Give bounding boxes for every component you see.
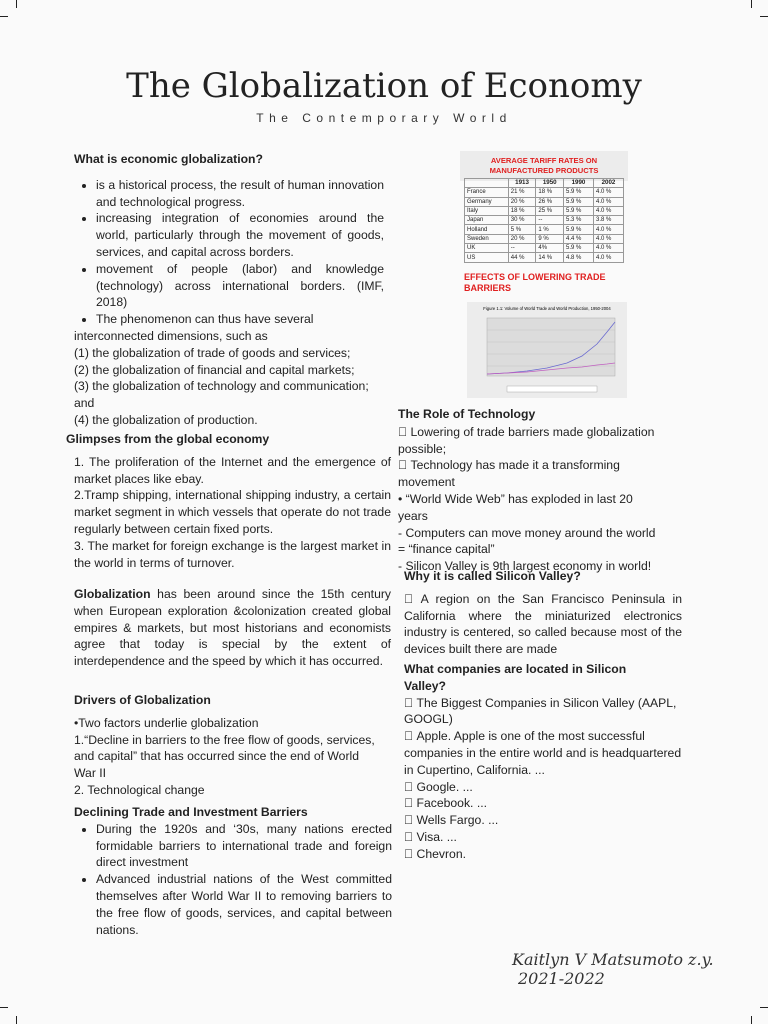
trade-figure <box>467 302 627 398</box>
table-cell: 4.0 % <box>593 253 623 262</box>
table-cell: 5.9 % <box>564 244 594 253</box>
effects-title: EFFECTS OF LOWERING TRADE BARRIERS <box>464 272 606 293</box>
text-line: (3) the globalization of technology and communication; <box>74 379 369 394</box>
table-cell: Holland <box>465 225 509 234</box>
text-line: Chevron. <box>404 846 454 861</box>
drivers-section <box>74 692 384 799</box>
section-heading: What companies are located in Silicon Valley? <box>404 662 627 693</box>
table-header: 1990 <box>564 179 594 188</box>
table-cell: 5.3 % <box>564 216 594 225</box>
table-cell: 26 % <box>536 197 564 206</box>
crop-mark <box>0 16 8 17</box>
table-cell: Sweden <box>465 234 509 243</box>
table-cell: -- <box>508 244 536 253</box>
section-heading: Why it is called Silicon Valley? <box>404 569 581 583</box>
text-line: Lowering of trade barriers made globalization possible; <box>398 424 642 456</box>
list-item: • is a historical process, the result of human innovation and technological progress. <box>96 177 384 211</box>
declining-section <box>74 804 392 938</box>
table-cell: 3.8 % <box>593 216 623 225</box>
tariff-table-title: AVERAGE TARIFF RATES ON MANUFACTURED PRODUCTS <box>460 151 628 181</box>
signature-name: Kaitlyn V Matsumoto z.y. <box>512 950 714 969</box>
signature-year: 2021-2022 <box>518 969 605 988</box>
table-cell: -- <box>536 216 564 225</box>
text-line: Wells Fargo. ... <box>404 813 486 828</box>
table-row <box>465 253 624 262</box>
section-heading: Glimpses from the global economy <box>66 432 270 446</box>
table-row <box>465 216 624 225</box>
list-item: • The phenomenon can thus have several <box>96 311 384 328</box>
list-item: 3. The market for foreign exchange is the largest market in the world in terms of turnover. <box>74 538 391 570</box>
signature <box>512 950 768 988</box>
text-line: (4) the globalization of production. <box>74 412 258 427</box>
table-header <box>465 179 509 188</box>
text-line: 1.“Decline in barriers to the free flow of goods, services, and capital” that has occurred since the end of World War II <box>74 732 375 781</box>
table-cell: 21 % <box>508 188 536 197</box>
table-cell: 4.0 % <box>593 234 623 243</box>
text-line: Google. ... <box>404 779 461 794</box>
section-heading: Drivers of Globalization <box>74 693 211 707</box>
table-cell: 5 % <box>508 225 536 234</box>
list-item: • During the 1920s and ‘30s, many nations erected formidable barriers to international trade and foreign direct investment <box>96 821 392 871</box>
table-cell: Germany <box>465 197 509 206</box>
crop-mark <box>16 0 17 8</box>
paragraph-text: has been around since the 15th century when European exploration &colonization created global empires & markets, but most historians and economists agree that today is special by the extent of interdependence and the speed by which it has occurred. <box>74 587 391 669</box>
table-row <box>465 234 624 243</box>
table-row <box>465 244 624 253</box>
companies-section <box>404 661 682 863</box>
table-cell: 5.9 % <box>564 206 594 215</box>
list-item: • movement of people (labor) and knowledge (technology) across international borders. (IMF, 2018) <box>96 261 384 311</box>
figure-caption: Figure 1.1: Volume of World Trade and World Production, 1950-2004 <box>483 306 611 311</box>
text-line: - Computers can move money around the world = “finance capital” <box>398 525 656 557</box>
list-item: 1. The proliferation of the Internet and the emergence of market places like ebay. <box>74 454 391 486</box>
table-cell: 4% <box>536 244 564 253</box>
figure-legend <box>507 386 597 392</box>
table-cell: UK <box>465 244 509 253</box>
table-header: 2002 <box>593 179 623 188</box>
table-cell: 44 % <box>508 253 536 262</box>
table-cell: 9 % <box>536 234 564 243</box>
table-cell: 4.0 % <box>593 225 623 234</box>
table-row <box>465 206 624 215</box>
text-line: - Silicon Valley is 9th largest economy in world! <box>398 559 652 574</box>
table-header-row <box>465 179 624 188</box>
table-cell: France <box>465 188 509 197</box>
left-column <box>74 151 384 429</box>
section-heading: Declining Trade and Investment Barriers <box>74 805 308 819</box>
text-line: 2. Technological change <box>74 782 205 797</box>
crop-mark <box>760 16 768 17</box>
crop-mark <box>751 0 752 8</box>
tariff-table <box>464 178 624 263</box>
table-header: 1913 <box>508 179 536 188</box>
text-line: The Biggest Companies in Silicon Valley (AAPL, GOOGL) <box>404 695 664 727</box>
section-heading: What is economic globalization? <box>74 152 263 166</box>
crop-mark <box>0 1007 8 1008</box>
text-line: (2) the globalization of financial and capital markets; <box>74 362 355 377</box>
text-line: and <box>74 396 95 411</box>
text-line: interconnected dimensions, such as <box>74 328 268 343</box>
text-line: • “World Wide Web” has exploded in last 20 years <box>398 491 633 523</box>
table-cell: 4.8 % <box>564 253 594 262</box>
table-cell: 4.0 % <box>593 188 623 197</box>
page-title: The Globalization of Economy <box>126 66 642 106</box>
table-cell: US <box>465 253 509 262</box>
table-row <box>465 188 624 197</box>
technology-section <box>398 406 662 575</box>
table-row <box>465 225 624 234</box>
table-cell: Italy <box>465 206 509 215</box>
crop-mark <box>16 1016 17 1024</box>
crop-mark <box>751 1016 752 1024</box>
text-line: Apple. Apple is one of the most successful companies in the entire world and is headquartered in Cupertino, California. ... <box>404 729 682 777</box>
list-item: • Advanced industrial nations of the West committed themselves after World War II to removing barriers to the free flow of goods, services, and capital between nations. <box>96 871 392 938</box>
text-line: Visa. ... <box>404 829 445 844</box>
globalization-paragraph <box>74 586 391 670</box>
table-cell: 4.0 % <box>593 206 623 215</box>
silicon-valley-section <box>404 568 682 658</box>
text-line: Technology has made it a transforming movement <box>398 458 608 490</box>
declining-list <box>74 821 392 939</box>
list-item: • increasing integration of economies around the world, particularly through the movement of goods, services, and capital across borders. <box>96 210 384 260</box>
crop-mark <box>760 1007 768 1008</box>
table-cell: 20 % <box>508 234 536 243</box>
trade-chart <box>467 302 627 398</box>
page-subtitle: The Contemporary World <box>256 111 512 125</box>
text-line: (1) the globalization of trade of goods and services; <box>74 345 351 360</box>
definition-list <box>74 177 384 328</box>
table-cell: Japan <box>465 216 509 225</box>
table-cell: 25 % <box>536 206 564 215</box>
table-cell: 5.9 % <box>564 197 594 206</box>
table-cell: 5.9 % <box>564 188 594 197</box>
table-row <box>465 197 624 206</box>
glimpses-section <box>66 431 391 571</box>
list-item: 2.Tramp shipping, international shipping industry, a certain market segment in which vessels that operate do not trade regularly between certain fixed ports. <box>74 488 391 536</box>
table-cell: 30 % <box>508 216 536 225</box>
text-line: Facebook. ... <box>404 796 475 811</box>
table-cell: 18 % <box>536 188 564 197</box>
table-cell: 20 % <box>508 197 536 206</box>
paragraph-text: A region on the San Francisco Peninsula in California where the miniaturized electronics industry is centered, so called because most of the devices built there are made <box>404 591 682 657</box>
table-cell: 14 % <box>536 253 564 262</box>
bold-term: Globalization <box>74 587 151 601</box>
section-heading: The Role of Technology <box>398 407 536 421</box>
table-cell: 18 % <box>508 206 536 215</box>
table-cell: 4.0 % <box>593 197 623 206</box>
text-line: •Two factors underlie globalization <box>74 715 259 730</box>
table-header: 1950 <box>536 179 564 188</box>
table-cell: 4.0 % <box>593 244 623 253</box>
table-cell: 5.9 % <box>564 225 594 234</box>
table-cell: 1 % <box>536 225 564 234</box>
table-cell: 4.4 % <box>564 234 594 243</box>
